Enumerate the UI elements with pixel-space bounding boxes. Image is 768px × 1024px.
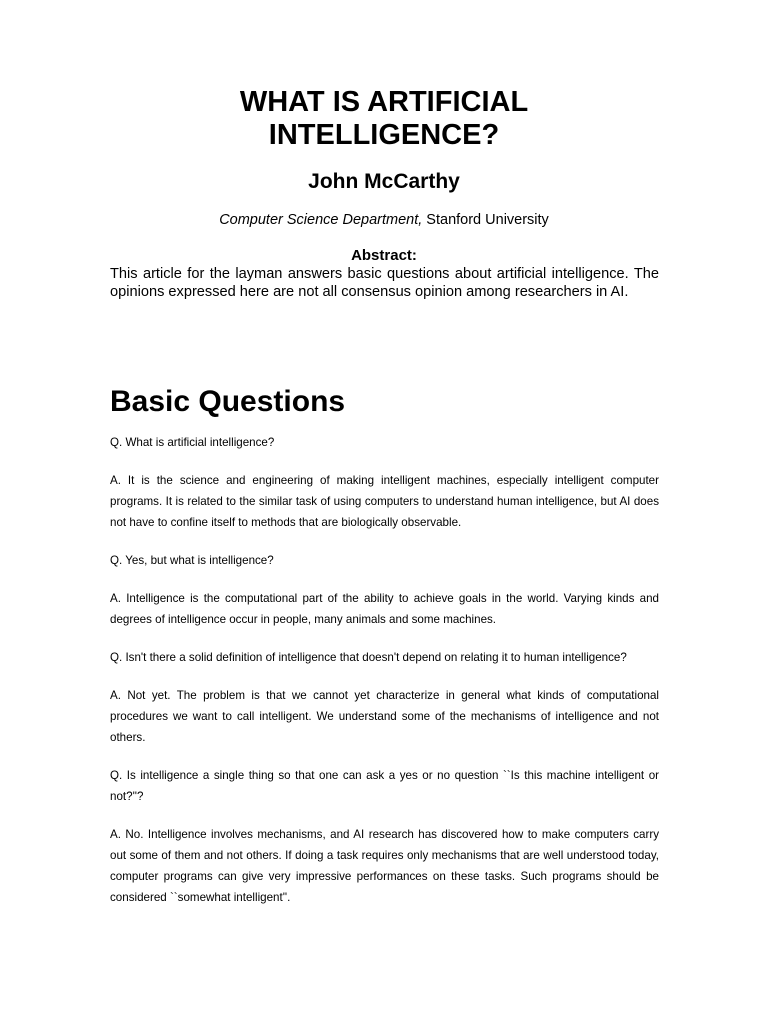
abstract-text: This article for the layman answers basic questions about artificial intelligence. The opinions expressed here are not all consensus opinion among researchers in AI.: [110, 266, 659, 300]
answer-paragraph: A. It is the science and engineering of making intelligent machines, especially intelligent computer programs. It is related to the similar task of using computers to understand human intelligence, but AI does not have to confine itself to methods that are biologically observable.: [110, 474, 659, 529]
author-name: John McCarthy: [308, 170, 460, 193]
answer-paragraph: A. No. Intelligence involves mechanisms, and AI research has discovered how to make computers carry out some of them and not others. If doing a task requires only mechanisms that are well understood today, computer programs can give very impressive performances on these tasks. Such programs should be considered ``somewhat intelligent''.: [110, 828, 659, 904]
qa-body: [110, 432, 659, 925]
answer-paragraph: A. Intelligence is the computational part of the ability to achieve goals in the world. Varying kinds and degrees of intelligence occur in people, many animals and some machines.: [110, 592, 659, 626]
title-line-2: INTELLIGENCE?: [268, 119, 500, 151]
question-paragraph: Q. Isn't there a solid definition of intelligence that doesn't depend on relating it to human intelligence?: [110, 651, 627, 664]
document-title: [0, 86, 768, 152]
affiliation-university: Stanford University: [422, 212, 549, 228]
question-paragraph: Q. What is artificial intelligence?: [110, 436, 275, 449]
title-line-1: WHAT IS ARTIFICIAL: [239, 86, 529, 118]
author-affiliation: [0, 211, 768, 229]
affiliation-department: Computer Science Department,: [219, 212, 423, 228]
question-paragraph: Q. Yes, but what is intelligence?: [110, 554, 274, 567]
answer-paragraph: A. Not yet. The problem is that we cannot yet characterize in general what kinds of computational procedures we want to call intelligent. We understand some of the mechanisms of intelligence and not others.: [110, 689, 659, 744]
abstract-heading: Abstract:: [351, 247, 417, 264]
question-paragraph: Q. Is intelligence a single thing so that one can ask a yes or no question ``Is this machine intelligent or not?''?: [110, 769, 659, 803]
section-heading: Basic Questions: [110, 385, 346, 418]
